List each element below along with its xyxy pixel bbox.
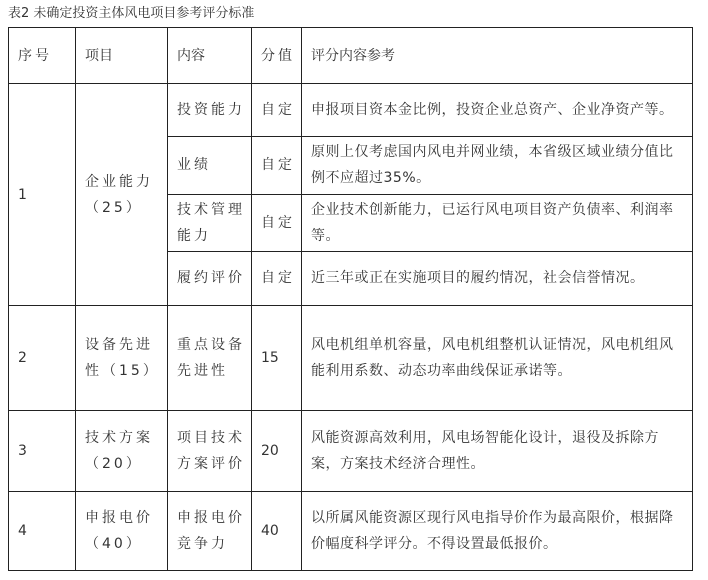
item-cell: 申报电价（40） (76, 491, 168, 570)
content-cell: 项目技术方案评价 (168, 411, 252, 491)
item-cell: 技术方案（20） (76, 411, 168, 491)
reference-cell: 近三年或正在实施项目的履约情况，社会信誉情况。 (302, 251, 693, 305)
table-caption: 表2 未确定投资主体风电项目参考评分标准 (8, 6, 255, 21)
score-cell: 自定 (252, 137, 302, 194)
seq-cell: 3 (9, 411, 76, 491)
seq-cell: 1 (9, 84, 76, 306)
score-cell: 自定 (252, 251, 302, 305)
content-cell: 技术管理能力 (168, 194, 252, 251)
item-cell: 设备先进性（15） (76, 305, 168, 410)
reference-cell: 以所属风能资源区现行风电指导价作为最高限价，根据降价幅度科学评分。不得设置最低报价。 (302, 491, 693, 570)
content-cell: 业绩 (168, 137, 252, 194)
reference-cell: 风能资源高效利用，风电场智能化设计，退役及拆除方案，方案技术经济合理性。 (302, 411, 693, 491)
reference-cell: 原则上仅考虑国内风电并网业绩，本省级区域业绩分值比例不应超过35%。 (302, 137, 693, 194)
table-row (9, 491, 693, 570)
score-cell: 40 (252, 491, 302, 570)
item-cell: 企业能力（25） (76, 84, 168, 306)
scoring-table (8, 27, 693, 571)
score-cell: 20 (252, 411, 302, 491)
reference-cell: 风电机组单机容量，风电机组整机认证情况，风电机组风能利用系数、动态功率曲线保证承诺等。 (302, 305, 693, 410)
score-cell: 自定 (252, 194, 302, 251)
table-row (9, 411, 693, 491)
seq-cell: 2 (9, 305, 76, 410)
header-content: 内容 (168, 28, 252, 84)
seq-cell: 4 (9, 491, 76, 570)
score-cell: 15 (252, 305, 302, 410)
reference-cell: 企业技术创新能力，已运行风电项目资产负债率、利润率等。 (302, 194, 693, 251)
table-row (9, 84, 693, 137)
header-reference: 评分内容参考 (302, 28, 693, 84)
content-cell: 重点设备先进性 (168, 305, 252, 410)
score-cell: 自定 (252, 84, 302, 137)
content-cell: 投资能力 (168, 84, 252, 137)
content-cell: 申报电价竞争力 (168, 491, 252, 570)
header-score: 分值 (252, 28, 302, 84)
header-seq: 序号 (9, 28, 76, 84)
header-row (9, 28, 693, 84)
table-row (9, 305, 693, 410)
header-item: 项目 (76, 28, 168, 84)
content-cell: 履约评价 (168, 251, 252, 305)
reference-cell: 申报项目资本金比例，投资企业总资产、企业净资产等。 (302, 84, 693, 137)
